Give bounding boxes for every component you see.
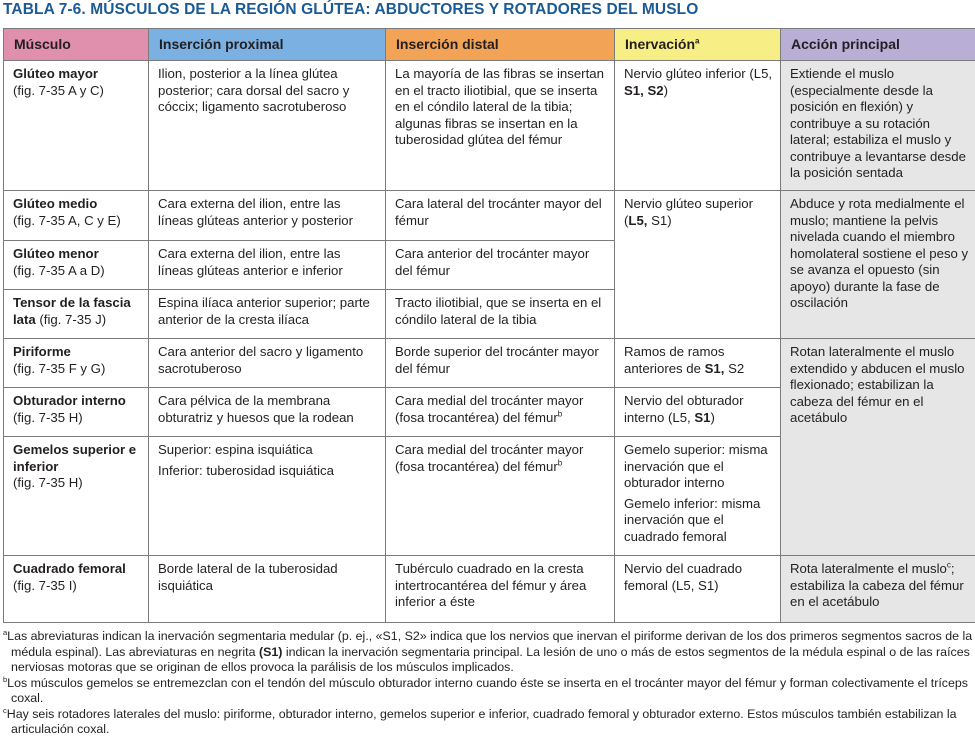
muscle-name: Obturador interno xyxy=(13,393,126,408)
action-cell-rotadores: Rotan lateralmente el muslo extendido y abducen el muslo flexionado; estabilizan la cabeza del fémur en el acetábulo xyxy=(781,339,975,556)
table-row-gluteo-medio xyxy=(4,191,975,241)
figure-ref: (fig. 7-35 A a D) xyxy=(13,262,105,278)
figure-ref: (fig. 7-35 A y C) xyxy=(13,82,104,98)
muscle-cell xyxy=(4,61,149,191)
action-cell: Extiende el muslo (especialmente desde la posición en flexión) y contribuye a su rotación lateral; estabiliza el muslo y contribuye a levantarse desde la posición sentada xyxy=(781,61,975,191)
proximal-cell: Cara anterior del sacro y ligamento sacrotuberoso xyxy=(149,339,386,388)
muscle-table xyxy=(3,28,975,623)
page-title: TABLA 7-6. MÚSCULOS DE LA REGIÓN GLÚTEA: ABDUCTORES Y ROTADORES DEL MUSLO xyxy=(3,1,699,18)
muscle-cell xyxy=(4,191,149,241)
header-musculo: Músculo xyxy=(4,29,149,61)
proximal-cell: Espina ilíaca anterior superior; parte anterior de la cresta ilíaca xyxy=(149,290,386,339)
muscle-name: Gemelos superior e inferior xyxy=(13,442,137,474)
nerve-cell: Ramos de ramos anteriores de S1, S2 xyxy=(615,339,781,388)
muscle-cell xyxy=(4,388,149,437)
distal-cell: Cara medial del trocánter mayor (fosa trocantérea) del fémur$^b$ xyxy=(386,437,615,556)
distal-cell: La mayoría de las fibras se insertan en el tracto iliotibial, que se inserta en el cóndilo lateral de la tibia; algunas fibras se insertan en la tuberosidad glútea del fémur xyxy=(386,61,615,191)
nerve-gemelo-inferior: Gemelo inferior: misma inervación que el cuadrado femoral xyxy=(624,495,761,544)
proximal-cell: Cara externa del ilion, entre las líneas glúteas anterior e inferior xyxy=(149,241,386,290)
distal-cell: Cara anterior del trocánter mayor del fémur xyxy=(386,241,615,290)
header-insercion-distal: Inserción distal xyxy=(386,29,615,61)
proximal-cell xyxy=(149,437,386,556)
footnote-a: $^a$Las abreviaturas indican la inervación segmentaria medular (p. ej., «S1, S2» indica que los nervios que inervan el piriforme derivan de los dos primeros segmentos sacros de la médula espinal). Las abreviaturas en negrita (S1) indican la inervación segmentaria principal. La lesión de uno o más de estos segmentos de la médula espinal o de las raíces nerviosas motoras que se originan de ellos provoca la parálisis de los músculos implicados. xyxy=(3,627,973,674)
distal-cell: Cara lateral del trocánter mayor del fémur xyxy=(386,191,615,241)
figure-ref: (fig. 7-35 I) xyxy=(13,577,77,593)
proximal-superior: Superior: espina isquiática xyxy=(158,442,313,457)
proximal-cell: Cara pélvica de la membrana obturatriz y huesos que la rodean xyxy=(149,388,386,437)
figure-ref: (fig. 7-35 H) xyxy=(13,409,83,425)
nerve-gemelo-superior: Gemelo superior: misma inervación que el obturador interno xyxy=(624,442,768,490)
muscle-name: Glúteo medio xyxy=(13,196,98,211)
muscle-cell xyxy=(4,290,149,339)
muscle-cell xyxy=(4,339,149,388)
proximal-cell: Cara externa del ilion, entre las líneas glúteas anterior y posterior xyxy=(149,191,386,241)
muscle-cell xyxy=(4,556,149,623)
action-cell: Rota lateralmente el muslo$^c$; estabiliza la cabeza del fémur en el acetábulo xyxy=(781,556,975,623)
figure-ref: (fig. 7-35 F y G) xyxy=(13,360,106,376)
distal-cell: Tracto iliotibial, que se inserta en el cóndilo lateral de la tibia xyxy=(386,290,615,339)
nerve-cell: Nervio del obturador interno (L5, S1) xyxy=(615,388,781,437)
muscle-cell xyxy=(4,241,149,290)
distal-cell: Borde superior del trocánter mayor del fémur xyxy=(386,339,615,388)
table-row-piriforme xyxy=(4,339,975,388)
figure-ref: (fig. 7-35 J) xyxy=(39,311,107,327)
header-inervacion: Inervación$^a$ xyxy=(615,29,781,61)
header-insercion-proximal: Inserción proximal xyxy=(149,29,386,61)
table-row-cuadrado-femoral xyxy=(4,556,975,623)
footnotes xyxy=(3,629,973,736)
proximal-inferior: Inferior: tuberosidad isquiática xyxy=(158,462,334,478)
nerve-cell: Nervio glúteo inferior (L5, S1, S2) xyxy=(615,61,781,191)
nerve-cell: Nervio del cuadrado femoral (L5, S1) xyxy=(615,556,781,623)
distal-cell: Tubérculo cuadrado en la cresta intertrocantérea del fémur y área inferior a éste xyxy=(386,556,615,623)
distal-cell: Cara medial del trocánter mayor (fosa trocantérea) del fémur$^b$ xyxy=(386,388,615,437)
table-header-row xyxy=(4,29,975,61)
nerve-cell-gluteo-superior: Nervio glúteo superior (L5, S1) xyxy=(615,191,781,339)
muscle-name: Glúteo menor xyxy=(13,246,99,261)
muscle-name: Glúteo mayor xyxy=(13,66,99,81)
nerve-cell xyxy=(615,437,781,556)
header-accion: Acción principal xyxy=(781,29,975,61)
muscle-name: Piriforme xyxy=(13,344,71,359)
footnote-c: $^c$Hay seis rotadores laterales del muslo: piriforme, obturador interno, gemelos superior e inferior, cuadrado femoral y obturador externo. Estos músculos también estabilizan la articulación coxal. xyxy=(3,705,957,736)
muscle-name: Tensor de la fascia lata xyxy=(13,295,131,327)
proximal-cell: Ilion, posterior a la línea glútea posterior; cara dorsal del sacro y cóccix; ligamento sacrotuberoso xyxy=(149,61,386,191)
action-cell-abductores: Abduce y rota medialmente el muslo; mantiene la pelvis nivelada cuando el miembro homolateral sostiene el peso y se avanza el opuesto (sin apoyo) durante la fase de oscilación xyxy=(781,191,975,339)
muscle-cell xyxy=(4,437,149,556)
footnote-b: $^b$Los músculos gemelos se entremezclan con el tendón del músculo obturador interno cuando éste se inserta en el trocánter mayor del fémur y forman colectivamente el tríceps coxal. xyxy=(3,674,968,705)
table-row-gluteo-mayor xyxy=(4,61,975,191)
figure-ref: (fig. 7-35 H) xyxy=(13,475,83,490)
muscle-name: Cuadrado femoral xyxy=(13,561,126,576)
figure-ref: (fig. 7-35 A, C y E) xyxy=(13,212,121,228)
proximal-cell: Borde lateral de la tuberosidad isquiática xyxy=(149,556,386,623)
